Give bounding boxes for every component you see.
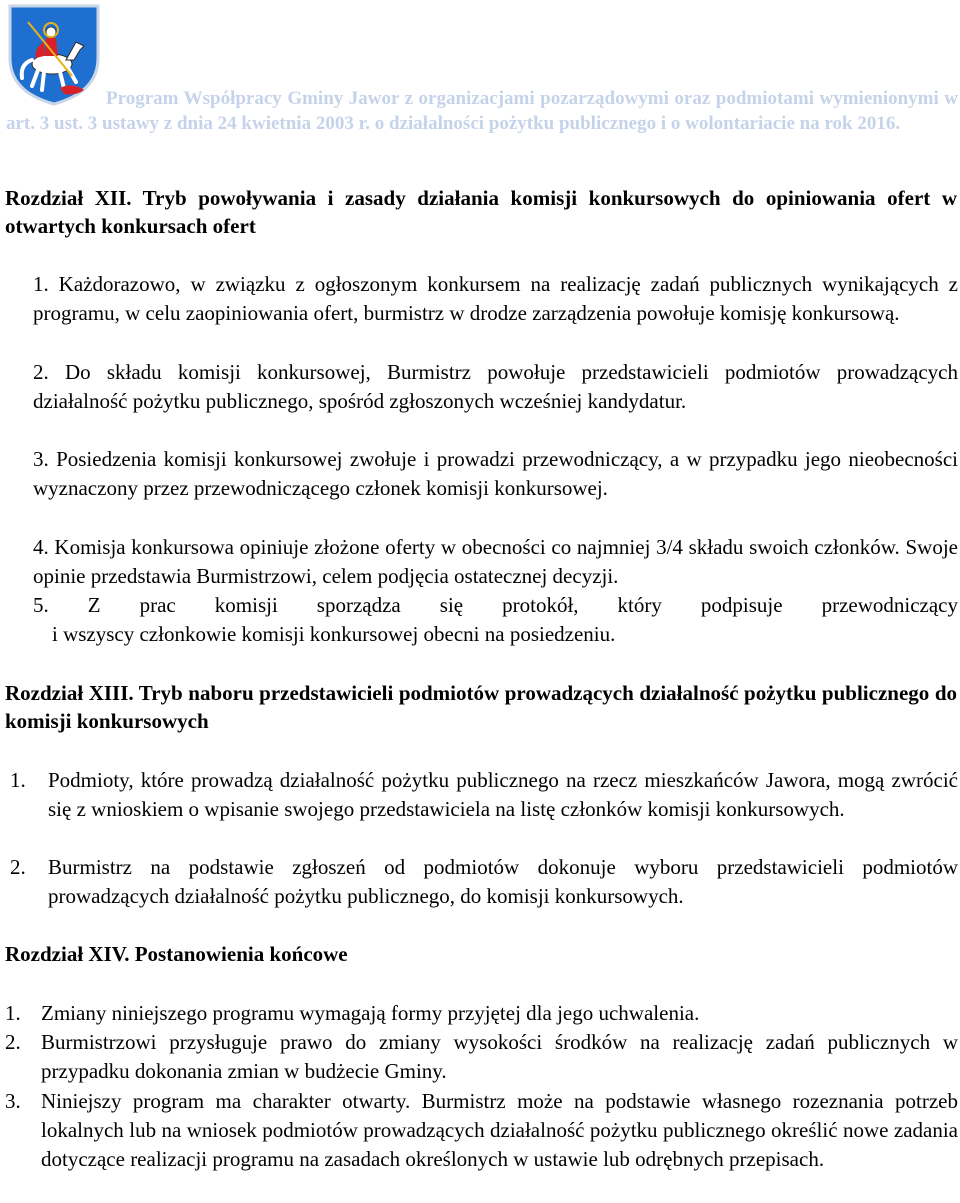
ch12-paragraph-4: 4. Komisja konkursowa opiniuje złożone oferty w obecności co najmniej 3/4 składu swoich członków. Swoje opinie przedstawia Burmistrzowi, celem podjęcia ostatecznej decyzji. [33,535,958,588]
list-number: 2. [5,1030,21,1054]
ch12-paragraph-5: 5. Z prac komisji sporządza się protokół, który podpisuje przewodniczący [33,593,958,617]
ch14-list-item-1 [5,999,958,1028]
ch12-paragraph-2: 2. Do składu komisji konkursowej, Burmistrz powołuje przedstawicieli podmiotów prowadzących działalność pożytku publicznego, spośród zgłoszonych wcześniej kandydatur. [33,360,958,413]
list-text: Zmiany niniejszego programu wymagają formy przyjętej dla jego uchwalenia. [41,1001,700,1025]
ch12-paragraph-1: 1. Każdorazowo, w związku z ogłoszonym konkursem na realizację zadań publicznych wynikających z programu, w celu zaopiniowania ofert, burmistrz w drodze zarządzenia powołuje komisję konkursową. [33,272,958,325]
ch14-list-item-3 [5,1087,958,1174]
list-number: 2. [10,855,26,879]
list-text: Niniejszy program ma charakter otwarty. Burmistrz może na podstawie własnego rozeznania potrzeb lokalnych lub na wniosek podmiotów prowadzących działalność pożytku publicznego określić nowe zadania dotyczące realizacji programu na zasadach określonych w ustawie lub odrębnych przepisach. [41,1089,958,1171]
ch12-paragraph-3: 3. Posiedzenia komisji konkursowej zwołuje i prowadzi przewodniczący, a w przypadku jego nieobecności wyznaczony przez przewodniczącego członek komisji konkursowej. [33,447,958,500]
chapter-12-title: Rozdział XII. Tryb powoływania i zasady działania komisji konkursowych do opiniowania ofert w otwartych konkursach ofert [5,186,957,238]
list-text: Podmioty, które prowadzą działalność pożytku publicznego na rzecz mieszkańców Jawora, mogą zwrócić się z wnioskiem o wpisanie swojego przedstawiciela na listę członków komisji konkursowych. [48,768,958,821]
list-number: 3. [5,1089,21,1113]
chapter-13-title: Rozdział XIII. Tryb naboru przedstawicieli podmiotów prowadzących działalność pożytku publicznego do komisji konkursowych [5,681,957,733]
ch13-list-item-1 [10,766,958,824]
document-header [6,86,958,136]
ch13-list-item-2 [10,853,958,911]
ch14-list-item-2 [5,1028,958,1086]
list-text: Burmistrzowi przysługuje prawo do zmiany wysokości środków na realizację zadań publicznych w przypadku dokonania zmian w budżecie Gminy. [41,1030,958,1083]
chapter-14-title: Rozdział XIV. Postanowienia końcowe [5,942,348,966]
list-text: Burmistrz na podstawie zgłoszeń od podmiotów dokonuje wyboru przedstawicieli podmiotów prowadzących działalność pożytku publicznego, do komisji konkursowych. [48,855,958,908]
header-text: Program Współpracy Gminy Jawor z organizacjami pozarządowymi oraz podmiotami wymienionymi w art. 3 ust. 3 ustawy z dnia 24 kwietnia 2003 r. o działalności pożytku publicznego i o wolontariacie na rok 2016. [6,88,958,134]
list-number: 1. [10,768,26,792]
ch12-paragraph-5-continuation: i wszyscy członkowie komisji konkursowej obecni na posiedzeniu. [52,622,616,646]
list-number: 1. [5,1001,21,1025]
